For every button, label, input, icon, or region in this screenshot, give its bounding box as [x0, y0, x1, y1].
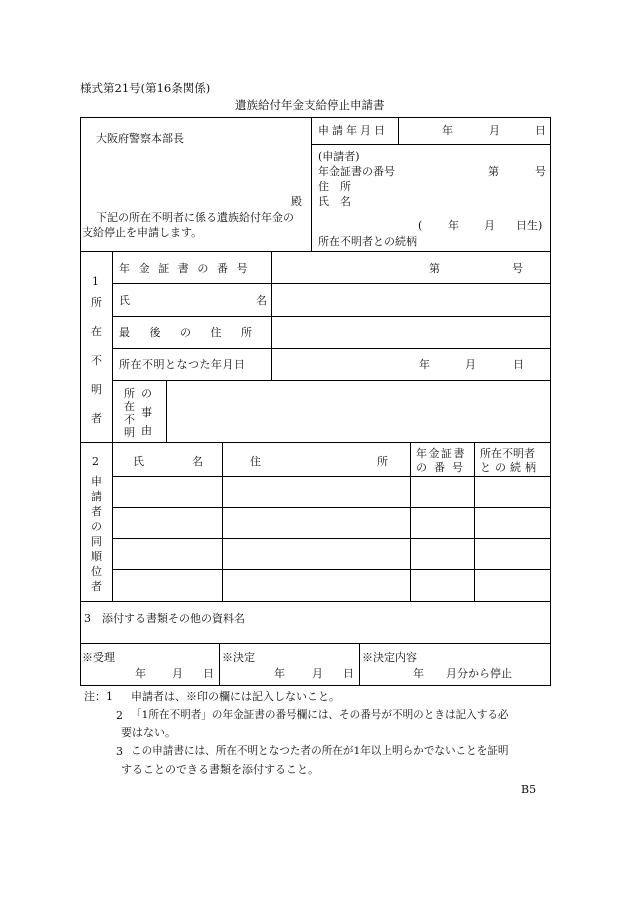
col-cert-line2: の番号 [416, 461, 470, 474]
missing-date-month: 月 [465, 358, 476, 371]
s1-row2-line [112, 316, 551, 317]
col-name-a: 氏 [133, 455, 144, 468]
decided-month: 月 [312, 667, 323, 680]
reason-char-5: の [141, 387, 152, 400]
birth-open: ( [418, 219, 423, 232]
section2-side-5: 同 [91, 535, 102, 548]
section1-number: 1 [92, 275, 99, 288]
col-address-b: 所 [377, 455, 388, 468]
birth-year: 年 [448, 219, 459, 232]
decided-year: 年 [274, 667, 285, 680]
bottom-divider-1 [219, 643, 220, 686]
birth-day: 日生) [516, 219, 543, 232]
col-relation-line2: との続柄 [480, 461, 540, 474]
missing-cert-go: 号 [512, 262, 523, 275]
col-relation-line1: 所在不明者 [480, 447, 535, 460]
note-2-line1: 「1所在不明者」の年金証書の番号欄には、その番号が不明のときは記入する必 [131, 709, 509, 721]
relation-label: 所在不明者との続柄 [318, 235, 417, 248]
s2-col-divider-1 [222, 442, 223, 601]
missing-date-label: 所在不明となつた年月日 [119, 358, 246, 371]
col-name-b: 名 [192, 455, 203, 468]
top-section-end [80, 251, 551, 252]
note-3-line2: することのできる書類を添付すること。 [121, 763, 319, 776]
section1-side-1: 所 [91, 296, 102, 309]
missing-last-address-label: 最後の住所 [119, 326, 272, 339]
section2-side-8: 者 [91, 580, 102, 593]
request-text-line2: 支給停止を申請します。 [82, 226, 203, 239]
s2-col-divider-3 [474, 442, 475, 601]
note-3-line1: この申請書には、所在不明となつた者の所在が1年以上明らかでないことを証明 [131, 745, 509, 757]
section2-side-2: 請 [91, 490, 102, 503]
section2-number: 2 [92, 455, 99, 468]
paper-size-label: B5 [521, 783, 537, 796]
s2-end [80, 601, 551, 602]
missing-name-label-b: 名 [256, 294, 267, 307]
s3-end [80, 643, 551, 644]
section2-side-1: 申 [91, 475, 102, 488]
s1-row3-line [112, 348, 551, 349]
s2-side-divider [112, 442, 113, 601]
request-text-line1: 下記の所在不明者に係る遺族給付年金の [96, 211, 294, 224]
section2-side-6: 順 [91, 550, 102, 563]
missing-cert-label: 年金証書の番号 [119, 262, 257, 275]
reason-char-7: 由 [141, 424, 152, 437]
section1-side-3: 不 [91, 354, 102, 367]
application-year: 年 [442, 124, 453, 137]
note-2-number: 2 [116, 709, 123, 722]
decided-label: ※決定 [222, 651, 255, 664]
s1-row4-line [112, 380, 551, 381]
applicant-address-label: 住 所 [318, 180, 351, 193]
missing-date-day: 日 [513, 358, 524, 371]
note-2-line2: 要はない。 [121, 726, 176, 739]
form-number: 様式第21号(第16条関係) [80, 81, 211, 95]
top-divider [311, 117, 312, 251]
applicant-cert-go: 号 [535, 165, 546, 178]
s1-end [80, 442, 551, 443]
section1-side-2: 在 [91, 325, 102, 338]
dono-label: 殿 [291, 195, 302, 208]
attachments-label: 3 添付する書類その他の資料名 [84, 612, 245, 625]
date-row-line [311, 144, 551, 145]
s2-row2-line [112, 538, 551, 539]
applicant-name-label: 氏 名 [318, 195, 351, 208]
border-top [80, 117, 551, 118]
applicant-cert-label: 年金証書の番号 [318, 165, 395, 178]
received-year: 年 [135, 667, 146, 680]
birth-month: 月 [484, 219, 495, 232]
received-label: ※受理 [82, 651, 115, 664]
decision-stop: 月分から停止 [446, 667, 512, 680]
reason-char-6: 事 [141, 406, 152, 419]
s2-col-divider-2 [410, 442, 411, 601]
note-1: 申請者は、※印の欄には記入しないこと。 [131, 690, 340, 703]
s2-row3-line [112, 569, 551, 570]
s2-row1-line [112, 507, 551, 508]
bottom-divider-2 [359, 643, 360, 686]
missing-date-year: 年 [419, 358, 430, 371]
missing-cert-dai: 第 [429, 262, 440, 275]
applicant-heading: (申請者) [318, 150, 360, 163]
reason-char-3: 不 [124, 413, 135, 426]
decision-year: 年 [413, 667, 424, 680]
decision-content-label: ※決定内容 [362, 651, 417, 664]
border-bottom [80, 685, 551, 686]
application-day: 日 [535, 124, 546, 137]
section2-side-3: 者 [91, 505, 102, 518]
s1-side-divider [112, 251, 113, 442]
s2-header-line [112, 476, 551, 477]
s1-row1-line [112, 283, 551, 284]
note-prefix: 注：1 [84, 690, 113, 703]
section1-side-5: 者 [91, 412, 102, 425]
s1-reason-divider [166, 380, 167, 442]
date-label-divider [398, 117, 399, 144]
missing-name-label-a: 氏 [119, 294, 130, 307]
received-month: 月 [172, 667, 183, 680]
col-address-a: 住 [250, 455, 261, 468]
section2-side-4: の [91, 520, 102, 533]
reason-char-2: 在 [124, 400, 135, 413]
decided-day: 日 [343, 667, 354, 680]
section2-side-7: 位 [91, 565, 102, 578]
application-date-label: 申請年月日 [318, 124, 388, 137]
section1-side-4: 明 [91, 383, 102, 396]
addressee: 大阪府警察本部長 [96, 132, 184, 145]
received-day: 日 [203, 667, 214, 680]
note-3-number: 3 [116, 745, 123, 758]
col-cert-line1: 年金証書 [416, 447, 466, 460]
reason-char-4: 明 [124, 426, 135, 439]
applicant-cert-dai: 第 [488, 165, 499, 178]
application-month: 月 [489, 124, 500, 137]
form-title: 遺族給付年金支給停止申請書 [235, 98, 385, 112]
reason-char-1: 所 [124, 387, 135, 400]
